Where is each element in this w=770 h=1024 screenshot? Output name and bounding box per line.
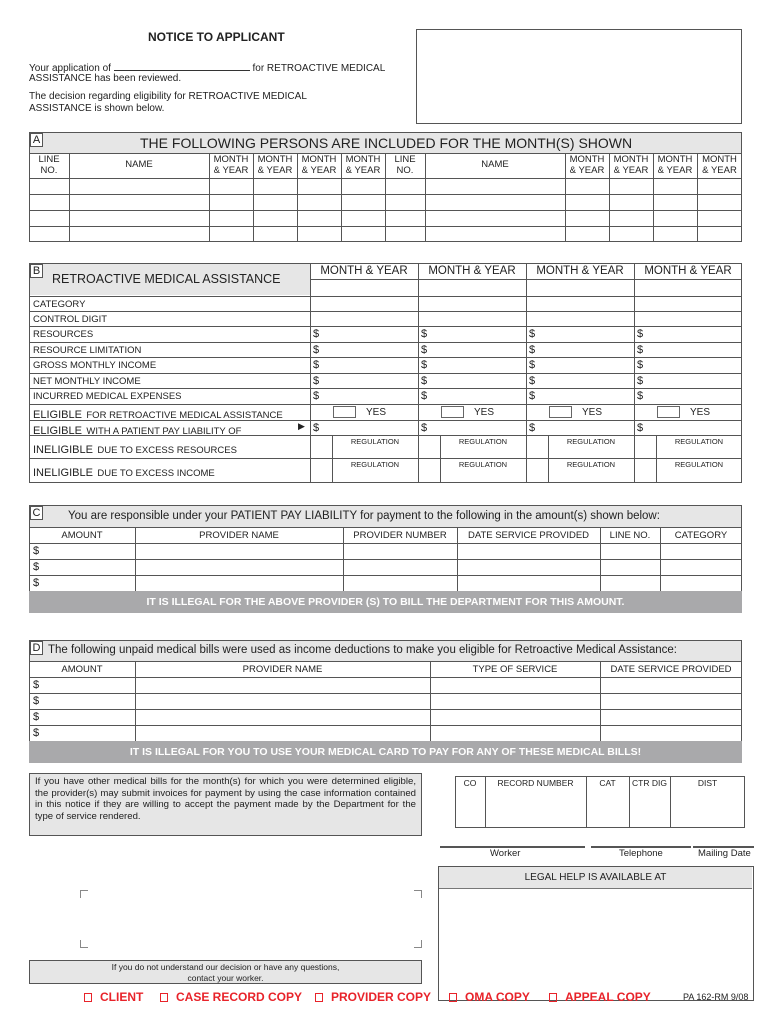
label-strong: INELIGIBLE <box>33 444 93 456</box>
dollar-sign: $ <box>33 577 40 589</box>
telephone-label: Telephone <box>619 848 663 859</box>
row-label: INCURRED MEDICAL EXPENSES <box>33 391 182 402</box>
checkbox-icon[interactable] <box>315 993 323 1002</box>
copy-label: OMA COPY <box>465 990 530 1004</box>
dollar-sign: $ <box>529 328 536 340</box>
copy-client[interactable] <box>84 990 143 1004</box>
record-col-header: CO <box>463 778 477 788</box>
yes-label: YES <box>582 407 603 418</box>
checkbox-icon[interactable] <box>449 993 457 1002</box>
checkbox-icon[interactable] <box>549 993 557 1002</box>
row-label: NET MONTHLY INCOME <box>33 376 141 387</box>
dollar-sign: $ <box>421 344 428 356</box>
label-strong: ELIGIBLE <box>33 409 82 421</box>
yes-checkbox[interactable] <box>549 406 572 418</box>
checkbox-icon[interactable] <box>84 993 92 1002</box>
col-header-name: NAME <box>481 159 509 170</box>
row-label: CATEGORY <box>33 299 86 310</box>
section-a-label: A <box>30 133 43 147</box>
legal-help-box <box>438 866 754 1001</box>
col-header-month: MONTH & YEAR <box>301 154 337 176</box>
section-d-label: D <box>30 641 43 655</box>
label-rest: WITH A PATIENT PAY LIABILITY OF <box>86 426 242 437</box>
section-c-warning: IT IS ILLEGAL FOR THE ABOVE PROVIDER (S) TO BILL THE DEPARTMENT FOR THIS AMOUNT. <box>29 591 742 613</box>
intro-line3: The decision regarding eligibility for RETROACTIVE MEDICAL <box>29 91 307 102</box>
month-year-header: MONTH & YEAR <box>428 265 516 277</box>
label-rest: FOR RETROACTIVE MEDICAL ASSISTANCE <box>86 410 283 421</box>
dollar-sign: $ <box>637 328 644 340</box>
page-title: NOTICE TO APPLICANT <box>148 30 285 44</box>
dollar-sign: $ <box>529 359 536 371</box>
record-col-header: CTR DIG <box>632 778 667 788</box>
contact-note <box>29 960 422 984</box>
section-b-title: RETROACTIVE MEDICAL ASSISTANCE <box>52 272 281 286</box>
worker-label: Worker <box>490 848 521 859</box>
col-header-month: MONTH & YEAR <box>257 154 293 176</box>
regulation-label: REGULATION <box>458 437 508 446</box>
intro-line4: ASSISTANCE is shown below. <box>29 103 165 114</box>
dollar-sign: $ <box>637 359 644 371</box>
col-header-month: MONTH & YEAR <box>657 154 693 176</box>
col-header: PROVIDER NAME <box>242 664 323 675</box>
col-header: DATE SERVICE PROVIDED <box>610 664 732 675</box>
regulation-label: REGULATION <box>674 460 724 469</box>
section-b-label: B <box>30 264 43 278</box>
section-d-title: The following unpaid medical bills were used as income deductions to make you eligible for Retroactive Medical Assistance: <box>48 644 677 656</box>
month-year-header: MONTH & YEAR <box>320 265 408 277</box>
dollar-sign: $ <box>313 422 320 434</box>
col-header-name: NAME <box>125 159 153 170</box>
legal-help-title: LEGAL HELP IS AVAILABLE AT <box>439 867 752 889</box>
yes-label: YES <box>690 407 711 418</box>
month-year-header: MONTH & YEAR <box>644 265 732 277</box>
dollar-sign: $ <box>529 422 536 434</box>
intro-a: Your application of <box>29 63 111 74</box>
regulation-label: REGULATION <box>674 437 724 446</box>
corner-mark <box>414 890 422 898</box>
dollar-sign: $ <box>33 545 40 557</box>
record-col-header: CAT <box>599 778 616 788</box>
dollar-sign: $ <box>529 390 536 402</box>
dollar-sign: $ <box>421 359 428 371</box>
mailing-date-label: Mailing Date <box>698 848 751 859</box>
label-strong: ELIGIBLE <box>33 425 82 437</box>
ineligible-resources-label <box>33 440 237 458</box>
application-date-field[interactable] <box>114 61 250 71</box>
dollar-sign: $ <box>637 375 644 387</box>
arrow-right-icon: ▶ <box>298 421 305 431</box>
dollar-sign: $ <box>33 695 40 707</box>
label-rest: DUE TO EXCESS INCOME <box>97 468 215 479</box>
col-header: LINE NO. <box>609 530 651 541</box>
corner-mark <box>80 940 88 948</box>
dollar-sign: $ <box>637 344 644 356</box>
dollar-sign: $ <box>33 679 40 691</box>
yes-checkbox[interactable] <box>333 406 356 418</box>
yes-label: YES <box>474 407 495 418</box>
col-header: TYPE OF SERVICE <box>472 664 558 675</box>
section-c-label: C <box>30 506 43 520</box>
section-d-warning: IT IS ILLEGAL FOR YOU TO USE YOUR MEDICAL CARD TO PAY FOR ANY OF THESE MEDICAL BILLS! <box>29 741 742 763</box>
regulation-label: REGULATION <box>566 437 616 446</box>
copy-label: APPEAL COPY <box>565 990 651 1004</box>
yes-checkbox[interactable] <box>441 406 464 418</box>
address-box <box>416 29 742 124</box>
dollar-sign: $ <box>313 359 320 371</box>
row-label: RESOURCES <box>33 329 94 340</box>
corner-mark <box>80 890 88 898</box>
col-header: PROVIDER NUMBER <box>353 530 447 541</box>
regulation-label: REGULATION <box>458 460 508 469</box>
month-year-header: MONTH & YEAR <box>536 265 624 277</box>
regulation-label: REGULATION <box>566 460 616 469</box>
record-col-header: DIST <box>697 778 718 788</box>
regulation-label: REGULATION <box>350 460 400 469</box>
dollar-sign: $ <box>529 344 536 356</box>
dollar-sign: $ <box>313 390 320 402</box>
col-header-line-no: LINE NO. <box>38 154 60 176</box>
other-bills-note: If you have other medical bills for the month(s) for which you were determined eligible, the provider(s) may submit invoices for payment by using the case information contained in this notice if they are willing to accept the payment made by the Department for the type of service rendered. <box>29 773 422 836</box>
dollar-sign: $ <box>33 561 40 573</box>
dollar-sign: $ <box>637 422 644 434</box>
copy-appeal[interactable] <box>549 990 651 1004</box>
col-header-month: MONTH & YEAR <box>569 154 605 176</box>
col-header: AMOUNT <box>61 664 103 675</box>
row-label: RESOURCE LIMITATION <box>33 345 142 356</box>
dollar-sign: $ <box>33 727 40 739</box>
record-col-header: RECORD NUMBER <box>497 778 574 788</box>
copy-label: CASE RECORD COPY <box>176 990 303 1004</box>
copy-label: CLIENT <box>100 990 144 1004</box>
dollar-sign: $ <box>421 375 428 387</box>
corner-mark <box>414 940 422 948</box>
section-c-title: You are responsible under your PATIENT PAY LIABILITY for payment to the following in the amount(s) shown below: <box>68 510 660 522</box>
contact-line2: contact your worker. <box>187 973 264 983</box>
col-header-month: MONTH & YEAR <box>702 154 737 176</box>
col-header-month: MONTH & YEAR <box>345 154 381 176</box>
dollar-sign: $ <box>313 344 320 356</box>
row-label: GROSS MONTHLY INCOME <box>33 360 157 371</box>
col-header-month: MONTH & YEAR <box>613 154 649 176</box>
copy-case-record[interactable] <box>160 990 302 1004</box>
regulation-label: REGULATION <box>350 437 400 446</box>
col-header-line-no: LINE NO. <box>394 154 416 176</box>
col-header: DATE SERVICE PROVIDED <box>467 530 590 541</box>
intro-line2: ASSISTANCE has been reviewed. <box>29 73 182 84</box>
intro-b: for RETROACTIVE MEDICAL <box>252 63 386 74</box>
checkbox-icon[interactable] <box>160 993 168 1002</box>
dollar-sign: $ <box>529 375 536 387</box>
label-rest: DUE TO EXCESS RESOURCES <box>97 445 237 456</box>
section-a-title: THE FOLLOWING PERSONS ARE INCLUDED FOR THE MONTH(S) SHOWN <box>140 135 633 151</box>
dollar-sign: $ <box>421 422 428 434</box>
dollar-sign: $ <box>637 390 644 402</box>
col-header: PROVIDER NAME <box>199 530 279 541</box>
col-header: CATEGORY <box>674 530 728 541</box>
copy-label: PROVIDER COPY <box>331 990 432 1004</box>
eligible-pp-row-label <box>33 421 241 439</box>
label-strong: INELIGIBLE <box>33 467 93 479</box>
ineligible-income-label <box>33 463 215 481</box>
yes-label: YES <box>366 407 387 418</box>
dollar-sign: $ <box>33 711 40 723</box>
copy-oma[interactable] <box>449 990 530 1004</box>
col-header-month: MONTH & YEAR <box>213 154 249 176</box>
contact-line1: If you do not understand our decision or have any questions, <box>111 962 340 972</box>
dollar-sign: $ <box>313 328 320 340</box>
row-label: CONTROL DIGIT <box>33 314 108 325</box>
yes-checkbox[interactable] <box>657 406 680 418</box>
dollar-sign: $ <box>421 328 428 340</box>
col-header: AMOUNT <box>61 530 103 541</box>
copy-provider[interactable] <box>315 990 431 1004</box>
dollar-sign: $ <box>421 390 428 402</box>
form-id: PA 162-RM 9/08 <box>683 992 749 1002</box>
dollar-sign: $ <box>313 375 320 387</box>
